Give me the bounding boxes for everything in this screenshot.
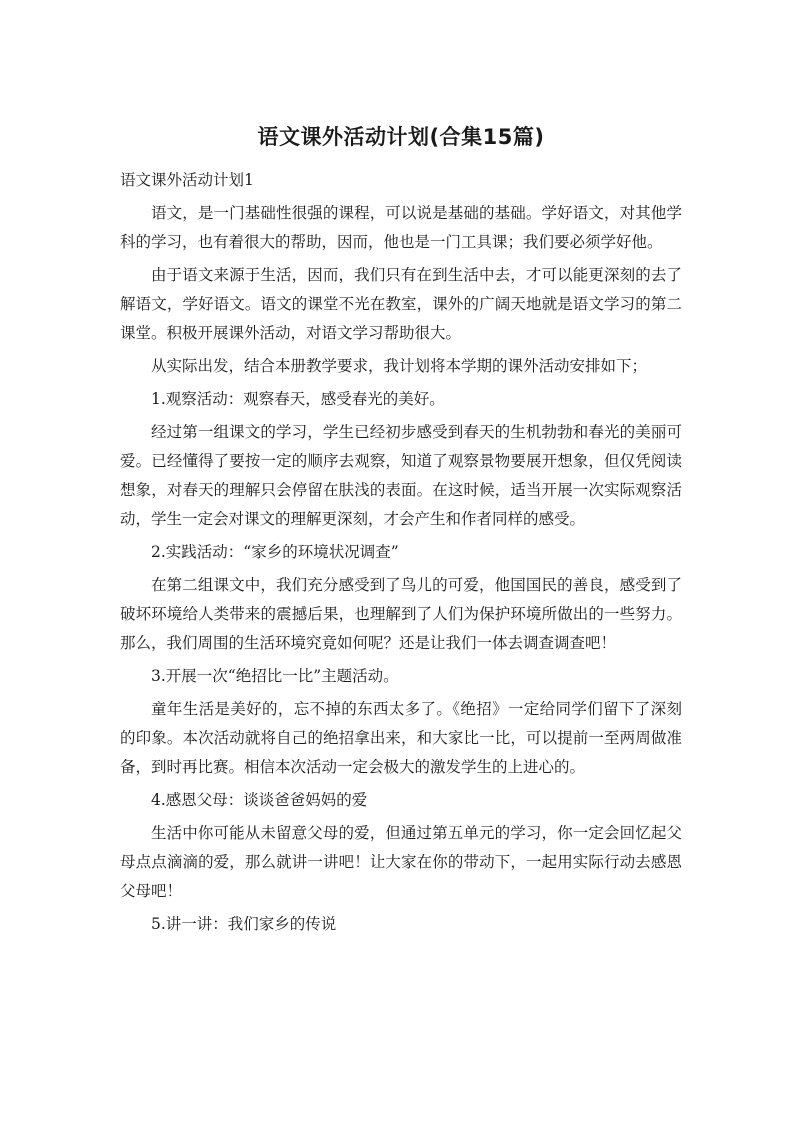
activity-4-heading: 4.感恩父母：谈谈爸爸妈妈的爱	[151, 791, 368, 809]
paragraph-1: 语文，是一门基础性很强的课程，可以说是基础的基础。学好语文，对其他学科的学习，也有着很大的帮助，因而，他也是一门工具课；我们要必须学好他。	[120, 204, 682, 251]
activity-1-body: 经过第一组课文的学习，学生已经初步感受到春天的生机勃勃和春光的美丽可爱。已经懂得了要按一定的顺序去观察，知道了观察景物要展开想象，但仅凭阅读想象，对春天的理解只会停留在肤浅的表面。在这时候，适当开展一次实际观察活动，学生一定会对课文的理解更深刻，才会产生和作者同样的感受。	[120, 423, 682, 528]
activity-1-heading: 1.观察活动：观察春天，感受春光的美好。	[151, 390, 445, 408]
activity-2-body: 在第二组课文中，我们充分感受到了鸟儿的可爱，他国国民的善良，感受到了破坏环境给人类带来的震撼后果，也理解到了人们为保护环境所做出的一些努力。那么，我们周围的生活环境究竟如何呢？还是让我们一体去调查调查吧！	[120, 576, 682, 652]
activity-4-body: 生活中你可能从未留意父母的爱，但通过第五单元的学习，你一定会回忆起父母点点滴滴的爱，那么就讲一讲吧！让大家在你的带动下，一起用实际行动去感恩父母吧！	[120, 824, 682, 900]
document-title: 语文课外活动计划(合集15篇)	[257, 125, 545, 149]
paragraph-2: 由于语文来源于生活，因而，我们只有在到生活中去，才可以能更深刻的去了解语文，学好语文。语文的课堂不光在教室，课外的广阔天地就是语文学习的第二课堂。积极开展课外活动，对语文学习帮助很大。	[120, 266, 682, 342]
paragraph-3: 从实际出发，结合本册教学要求，我计划将本学期的课外活动安排如下；	[151, 357, 648, 375]
activity-3-heading: 3.开展一次“绝招比一比”主题活动。	[151, 667, 399, 685]
activity-3-body: 童年生活是美好的，忘不掉的东西太多了。《绝招》一定给同学们留下了深刻的印象。本次活动就将自己的绝招拿出来，和大家比一比，可以提前一至两周做准备，到时再比赛。相信本次活动一定会极大的激发学生的上进心的。	[120, 700, 682, 776]
section-heading: 语文课外活动计划1	[120, 171, 254, 189]
activity-2-heading: 2.实践活动：“家乡的环境状况调查”	[151, 543, 399, 561]
activity-5-heading: 5.讲一讲：我们家乡的传说	[151, 915, 337, 933]
